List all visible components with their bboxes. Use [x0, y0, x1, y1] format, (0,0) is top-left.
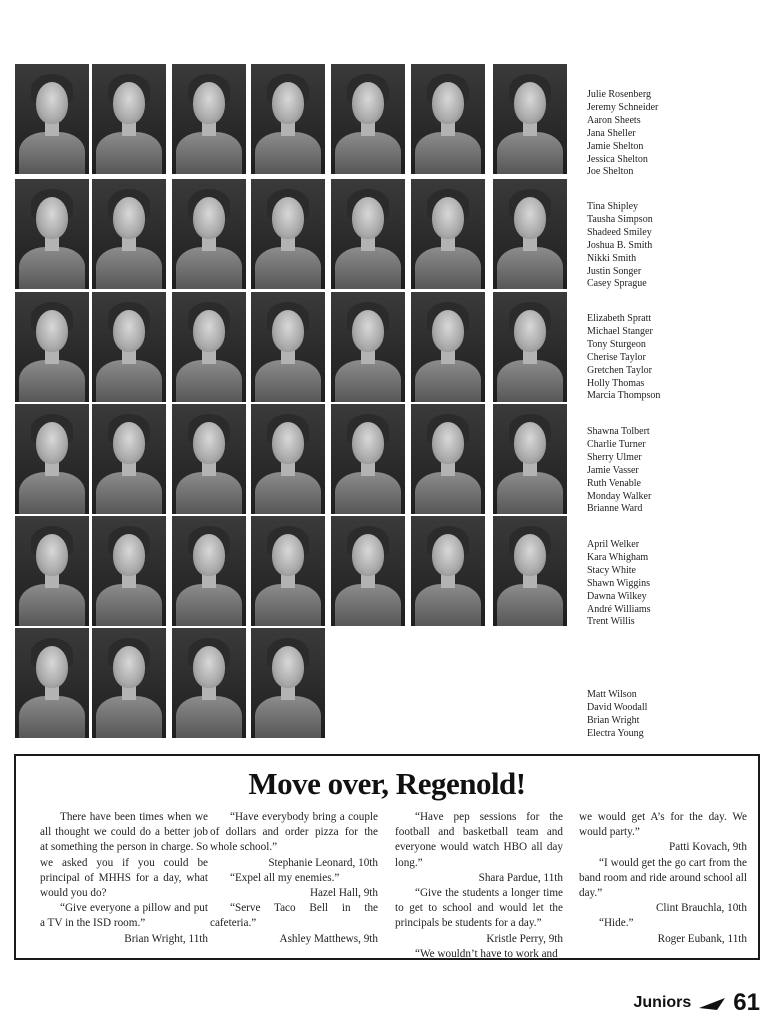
student-name: Aaron Sheets: [587, 114, 641, 126]
portrait-photo: [15, 516, 89, 626]
student-name: Tina Shipley: [587, 201, 639, 212]
student-name: Jessica Shelton: [587, 153, 648, 165]
portrait-photo: [92, 292, 166, 402]
portrait-photo: [251, 179, 325, 289]
portrait-photo: [411, 64, 485, 174]
portrait-photo: [92, 404, 166, 514]
student-name: Jeremy Schneider: [587, 101, 659, 113]
quote-text: “Hide.”: [599, 917, 634, 930]
quote-text: “Have everybody bring a couple of dollars and order pizza for the whole school.”: [210, 811, 378, 854]
student-name: Joe Shelton: [587, 166, 634, 178]
portrait-photo: [15, 292, 89, 402]
student-name: Jamie Vasser: [587, 464, 639, 476]
portrait-photo: [251, 404, 325, 514]
portrait-photo: [92, 516, 166, 626]
quote-text: “Give the students a longer time to get to school and would let the principals be students for a day.”: [395, 887, 563, 930]
student-name: Dawna Wilkey: [587, 590, 647, 602]
quote-text: “Have pep sessions for the football and basketball team and everyone would watch HBO all day long.”: [395, 811, 563, 869]
portrait-photo: [251, 292, 325, 402]
portrait-photo: [493, 516, 567, 626]
student-name: Marcia Thompson: [587, 390, 661, 402]
student-name: Nikki Smith: [587, 252, 637, 264]
portrait-photo: [92, 179, 166, 289]
portrait-photo: [251, 516, 325, 626]
portrait-photo: [331, 516, 405, 626]
name-list-row-6: [587, 689, 647, 741]
student-name: Charlie Turner: [587, 438, 646, 450]
quote-attribution: Ashley Matthews, 9th: [279, 932, 378, 945]
student-name: Joshua B. Smith: [587, 239, 653, 251]
quote-text: “Give everyone a pillow and put a TV in the ISD room.”: [40, 902, 208, 930]
feature-column-2: [210, 810, 378, 947]
portrait-photo: [251, 628, 325, 738]
quote-attribution: Stephanie Leonard, 10th: [268, 856, 378, 869]
feature-column-1: [40, 810, 208, 947]
name-list-row-1: [587, 89, 658, 179]
feature-box: [14, 754, 760, 960]
student-name: Justin Songer: [587, 265, 642, 277]
student-name: André Williams: [587, 603, 651, 615]
student-name: Holly Thomas: [587, 377, 645, 389]
student-name: Jamie Shelton: [587, 140, 644, 152]
portrait-photo: [331, 292, 405, 402]
student-name: Stacy White: [587, 564, 636, 576]
feature-intro: There have been times when we all thought we could do a better job at something the person in charge. So we asked you if you could be principal of MHHS for a day, what would you do?: [40, 811, 208, 900]
student-name: Shawna Tolbert: [587, 426, 650, 437]
name-list-row-3: [587, 313, 660, 403]
quote-text: we would get A’s for the day. We would party.”: [579, 811, 747, 839]
student-name: David Woodall: [587, 701, 648, 713]
student-name: Trent Willis: [587, 616, 635, 628]
name-list-row-4: [587, 426, 651, 516]
portrait-photo: [15, 179, 89, 289]
quote-attribution: Kristle Perry, 9th: [486, 932, 563, 945]
student-name: Tausha Simpson: [587, 213, 653, 225]
student-name: Ruth Venable: [587, 477, 641, 489]
quote-text: “Expel all my enemies.”: [230, 871, 340, 884]
quote-attribution: Brian Wright, 11th: [124, 932, 208, 945]
portrait-photo: [15, 64, 89, 174]
portrait-photo: [493, 292, 567, 402]
quote-attribution: Shara Pardue, 11th: [478, 871, 563, 884]
portrait-photo: [411, 179, 485, 289]
portrait-photo: [493, 64, 567, 174]
quote-text: “We wouldn’t have to work and: [415, 947, 558, 960]
student-name: Gretchen Taylor: [587, 364, 652, 376]
student-name: Tony Sturgeon: [587, 338, 646, 350]
portrait-photo: [172, 628, 246, 738]
portrait-photo: [172, 292, 246, 402]
student-name: Jana Sheller: [587, 127, 636, 139]
student-name: Cherise Taylor: [587, 351, 646, 363]
portrait-photo: [493, 179, 567, 289]
name-list-row-2: [587, 201, 653, 291]
student-name: April Welker: [587, 539, 640, 550]
feature-column-3: [395, 810, 563, 962]
portrait-photo: [172, 64, 246, 174]
student-name: Kara Whigham: [587, 551, 649, 563]
portrait-photo: [411, 404, 485, 514]
portrait-photo: [251, 64, 325, 174]
quote-text: “I would get the go cart from the band room and ride around school all day.”: [579, 856, 747, 900]
feature-title: Move over, Regenold!: [248, 766, 526, 801]
student-name: Shadeed Smiley: [587, 226, 652, 238]
student-name: Brianne Ward: [587, 503, 643, 515]
student-name: Electra Young: [587, 727, 644, 739]
student-name: Sherry Ulmer: [587, 451, 642, 463]
student-name: Monday Walker: [587, 490, 652, 502]
name-list-row-5: [587, 539, 651, 629]
student-name: Julie Rosenberg: [587, 89, 651, 100]
student-name: Shawn Wiggins: [587, 577, 651, 589]
portrait-photo: [331, 179, 405, 289]
arrow-icon: [699, 996, 725, 1010]
portrait-photo: [331, 64, 405, 174]
portrait-photo: [15, 404, 89, 514]
quote-attribution: Patti Kovach, 9th: [669, 841, 747, 854]
feature-column-4: [579, 810, 747, 947]
student-name: Elizabeth Spratt: [587, 313, 652, 324]
section-label: Juniors: [633, 994, 692, 1011]
student-name: Casey Sprague: [587, 278, 647, 290]
quote-text: “Serve Taco Bell in the cafeteria.”: [210, 902, 378, 930]
portrait-photo: [411, 292, 485, 402]
quote-attribution: Roger Eubank, 11th: [657, 932, 747, 945]
quote-attribution: Hazel Hall, 9th: [309, 887, 378, 900]
quote-attribution: Clint Brauchla, 10th: [655, 902, 747, 915]
portrait-photo: [172, 179, 246, 289]
portrait-photo: [92, 628, 166, 738]
student-name: Matt Wilson: [587, 689, 637, 700]
portrait-photo: [493, 404, 567, 514]
portrait-photo: [411, 516, 485, 626]
portrait-photo: [172, 516, 246, 626]
page-number: 61: [733, 989, 760, 1016]
student-name: Brian Wright: [587, 714, 640, 726]
student-name: Michael Stanger: [587, 325, 653, 337]
portrait-photo: [92, 64, 166, 174]
page-footer: [634, 988, 761, 1018]
portrait-photo: [15, 628, 89, 738]
portrait-photo: [331, 404, 405, 514]
portrait-photo: [172, 404, 246, 514]
